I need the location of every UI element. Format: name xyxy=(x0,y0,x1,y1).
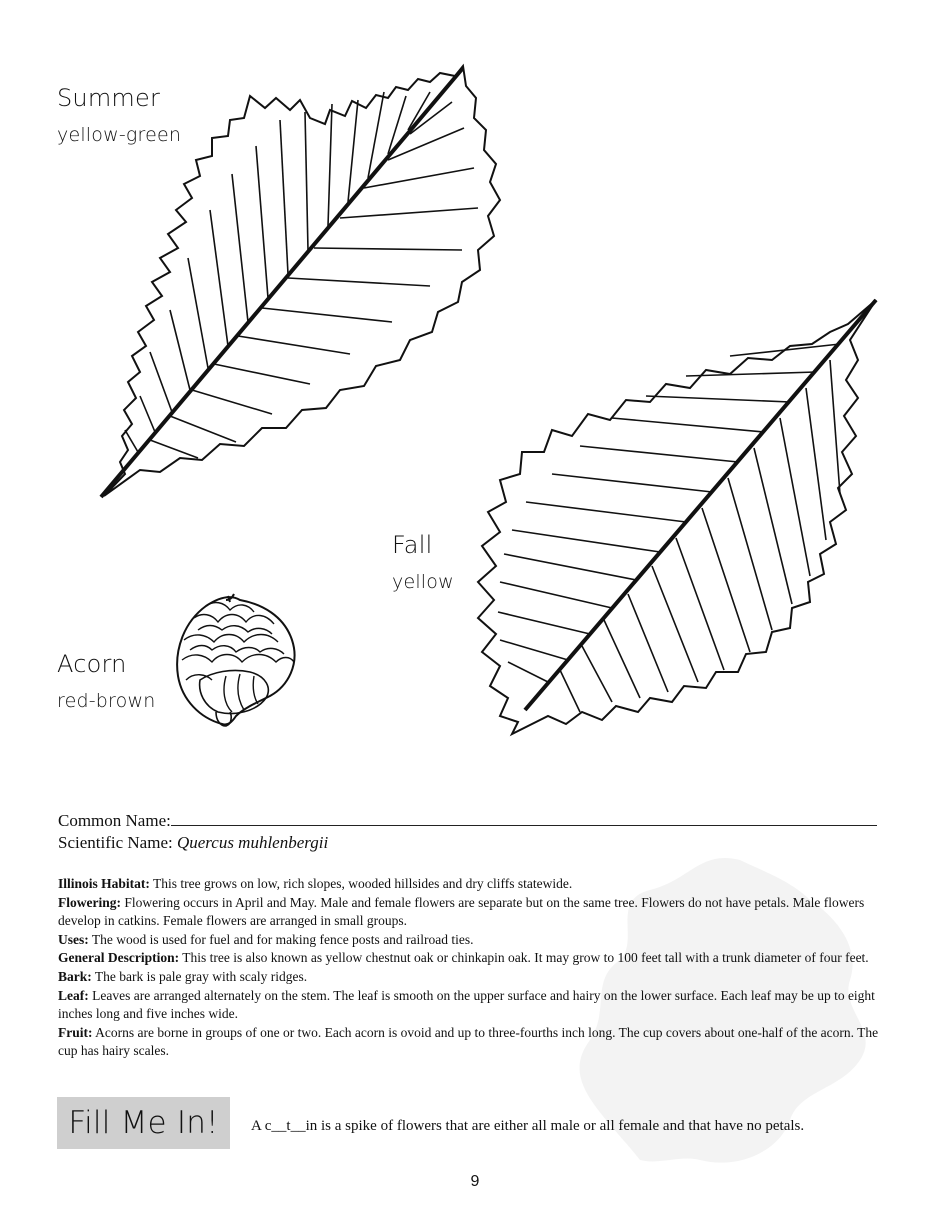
fall-color: yellow xyxy=(392,571,454,593)
common-name-row xyxy=(58,810,877,832)
fruit-paragraph xyxy=(58,1024,894,1061)
common-name-blank[interactable] xyxy=(171,810,877,826)
leaf-paragraph xyxy=(58,987,894,1024)
fruit-text: Acorns are borne in groups of one or two. Each acorn is ovoid and up to three-fourths inch long. The cup covers about one-half of the acorn. The cup has hairy scales. xyxy=(58,1024,879,1059)
bark-text: The bark is pale gray with scaly ridges. xyxy=(94,968,308,984)
common-name-label: Common Name: xyxy=(58,811,171,830)
uses-paragraph xyxy=(58,931,894,950)
fall-label: Fall xyxy=(392,531,433,559)
habitat-text: This tree grows on low, rich slopes, wooded hillsides and dry cliffs statewide. xyxy=(153,876,573,891)
fruit-heading: Fruit: xyxy=(58,1024,93,1040)
leaf-heading: Leaf: xyxy=(58,987,89,1003)
flowering-heading: Flowering: xyxy=(58,894,121,910)
uses-heading: Uses: xyxy=(58,931,89,947)
names-block xyxy=(58,810,877,854)
fall-leaf-illustration xyxy=(478,300,876,734)
uses-text: The wood is used for fuel and for making fence posts and railroad ties. xyxy=(91,931,474,947)
general-description-heading: General Description: xyxy=(58,950,180,966)
scientific-name-value: Quercus muhlenbergii xyxy=(176,833,329,852)
summer-color: yellow-green xyxy=(57,124,182,146)
flowering-paragraph xyxy=(58,894,894,931)
acorn-label: Acorn xyxy=(57,650,127,678)
general-description-text: This tree is also known as yellow chestnut oak or chinkapin oak. It may grow to 100 feet tall with a trunk diameter of four feet. xyxy=(182,950,869,966)
fill-me-in-badge: Fill Me In! xyxy=(57,1097,230,1149)
summer-label: Summer xyxy=(57,84,161,112)
habitat-heading: Illinois Habitat: xyxy=(58,876,150,891)
description-block xyxy=(58,875,894,1061)
bark-heading: Bark: xyxy=(58,968,92,984)
flowering-text: Flowering occurs in April and May. Male and female flowers are separate but on the same tree. Flowers do not have petals. Male flowers develop in catkins. Female flowers are arranged in small groups. xyxy=(58,894,865,929)
scientific-name-label: Scientific Name: xyxy=(58,833,173,852)
habitat-paragraph xyxy=(58,875,894,894)
acorn-color: red-brown xyxy=(57,690,156,712)
bark-paragraph xyxy=(58,968,894,987)
acorn-illustration xyxy=(177,594,294,726)
scientific-name-row xyxy=(58,832,877,854)
page-number: 9 xyxy=(470,1173,480,1190)
fill-in-question: A c__t__in is a spike of flowers that are either all male or all female and that have no petals. xyxy=(251,1118,805,1134)
general-description-paragraph xyxy=(58,949,894,968)
leaf-text: Leaves are arranged alternately on the stem. The leaf is smooth on the upper surface and hairy on the lower surface. Each leaf may be up to eight inches long and five inches wide. xyxy=(58,987,875,1022)
